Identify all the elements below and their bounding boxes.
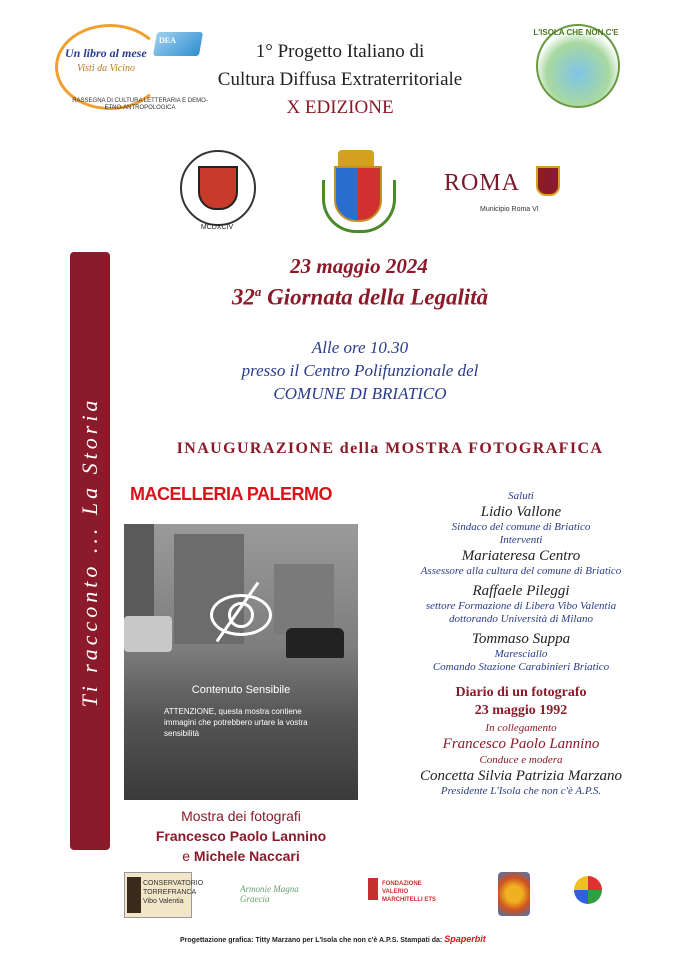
credits: [180, 934, 620, 944]
shield-icon: [334, 166, 382, 222]
title-line1: 1° Progetto Italiano di: [255, 41, 425, 62]
aperture-icon: [574, 876, 602, 904]
moderator-name: Concetta Silvia Patrizia Marzano: [419, 768, 623, 784]
event-place: presso il Centro Polifunzionale del: [241, 361, 479, 380]
sensitive-warning: ATTENZIONE, questa mostra contiene immagini che potrebbero urtare la vostra sensibilità: [164, 707, 308, 738]
speaker-name: Raffaele Pileggi: [472, 583, 570, 599]
van: [124, 616, 172, 652]
sponsor-armonie: [240, 872, 310, 916]
crest-region: [320, 150, 392, 238]
logo-un-libro-al-mese: [55, 18, 208, 118]
sponsor-emblem-icon: [498, 872, 530, 916]
event-date: 23 maggio 2024: [290, 254, 428, 278]
event-comune: COMUNE DI BRIATICO: [273, 384, 447, 403]
event-title-num: 32: [231, 284, 255, 310]
speaker-role: Maresciallo: [494, 648, 548, 660]
moderator-role: Presidente L'Isola che non c'è A.P.S.: [440, 785, 602, 797]
building-icon: [127, 877, 141, 913]
roma-sub: Municipio Roma VI: [480, 206, 539, 213]
printer-logo: Spaperbit: [444, 934, 486, 944]
event-title-sup: a: [254, 284, 262, 299]
logo-isola-che-non-ce: [528, 24, 624, 104]
side-banner-text: Ti racconto ... La Storia: [77, 396, 102, 708]
collegamento-name: Francesco Paolo Lannino: [442, 736, 600, 752]
conduce-label: Conduce e modera: [479, 754, 563, 766]
sponsor-photo-club: [574, 872, 644, 916]
crest-year: MCDXCIV: [200, 224, 234, 231]
sponsor-text: FONDAZIONE VALERIO MARCHITELLI ETS: [382, 881, 436, 903]
logo-roma: [440, 166, 580, 226]
car: [286, 628, 344, 658]
shield-icon: [198, 166, 238, 210]
logo-right-text: L'ISOLA CHE NON C'E: [533, 28, 619, 37]
exhibit-name: MACELLERIA PALERMO: [130, 484, 332, 504]
logo-line1: Un libro al mese: [65, 46, 147, 60]
mostra-line: Mostra dei fotografi: [181, 808, 301, 824]
collegamento-label: In collegamento: [485, 722, 557, 734]
sensitive-label: Contenuto Sensibile: [191, 684, 291, 696]
roma-word: ROMA: [444, 170, 521, 196]
diario-date: 23 maggio 1992: [474, 703, 568, 718]
saluti-label: Saluti: [508, 490, 534, 502]
logo-caption: RASSEGNA DI CULTURA LETTERARIA E DEMO-ETNO-ANTROPOLOGICA: [72, 98, 208, 111]
speaker-role: Sindaco del comune di Briatico: [451, 521, 591, 533]
photographers: [124, 806, 358, 866]
logo-line2: Visti da Vicino: [77, 63, 135, 74]
flag-icon: [368, 878, 378, 900]
sponsor-fondazione: [368, 872, 444, 916]
speaker-role: dottorando Università di Milano: [449, 613, 593, 625]
sponsor-text: Armonie Magna Graecia: [240, 884, 299, 904]
building: [274, 564, 334, 634]
project-title: [200, 38, 480, 122]
photographer-1: Francesco Paolo Lannino: [155, 828, 327, 844]
event-title: [140, 284, 580, 311]
sponsor-text: CONSERVATORIO TORREFRANCA Vibo Valentia: [143, 880, 204, 905]
event-time: Alle ore 10.30: [311, 338, 409, 357]
speaker-role: settore Formazione di Libera Vibo Valentia: [425, 600, 617, 612]
program: [376, 490, 666, 798]
event-info: [180, 336, 540, 405]
side-banner: [70, 252, 110, 850]
eye-slash-icon: [206, 580, 272, 644]
speaker-name: Tommaso Suppa: [471, 631, 571, 647]
diario-heading: Diario di un fotografo: [455, 685, 587, 700]
speaker-role: Comando Stazione Carabinieri Briatico: [432, 661, 610, 673]
crest-briatico: [176, 150, 254, 232]
roma-shield-icon: [536, 166, 560, 196]
sponsor-bar: [124, 872, 644, 920]
speaker-role: Assessore alla cultura del comune di Briatico: [420, 565, 622, 577]
crown-icon: [338, 150, 374, 166]
credits-text: Progettazione grafica: Titty Marzano per L'Isola che non c'è A.P.S. Stampati da:: [180, 937, 443, 944]
photographer-2: Michele Naccari: [193, 848, 300, 864]
exhibit-photo: [124, 524, 358, 800]
logo-badge: DEA: [159, 36, 176, 45]
edition: X EDIZIONE: [286, 97, 394, 118]
event-title-rest: Giornata della Legalità: [261, 284, 489, 310]
interventi-label: Interventi: [499, 534, 543, 546]
title-line2: Cultura Diffusa Extraterritoriale: [217, 69, 463, 90]
sponsor-conservatorio: [124, 872, 204, 918]
speaker-name: Mariateresa Centro: [461, 548, 581, 564]
inauguration-heading: INAUGURAZIONE della MOSTRA FOTOGRAFICA: [176, 440, 604, 457]
and-text: e: [182, 848, 191, 864]
speaker-name: Lidio Vallone: [480, 504, 562, 520]
